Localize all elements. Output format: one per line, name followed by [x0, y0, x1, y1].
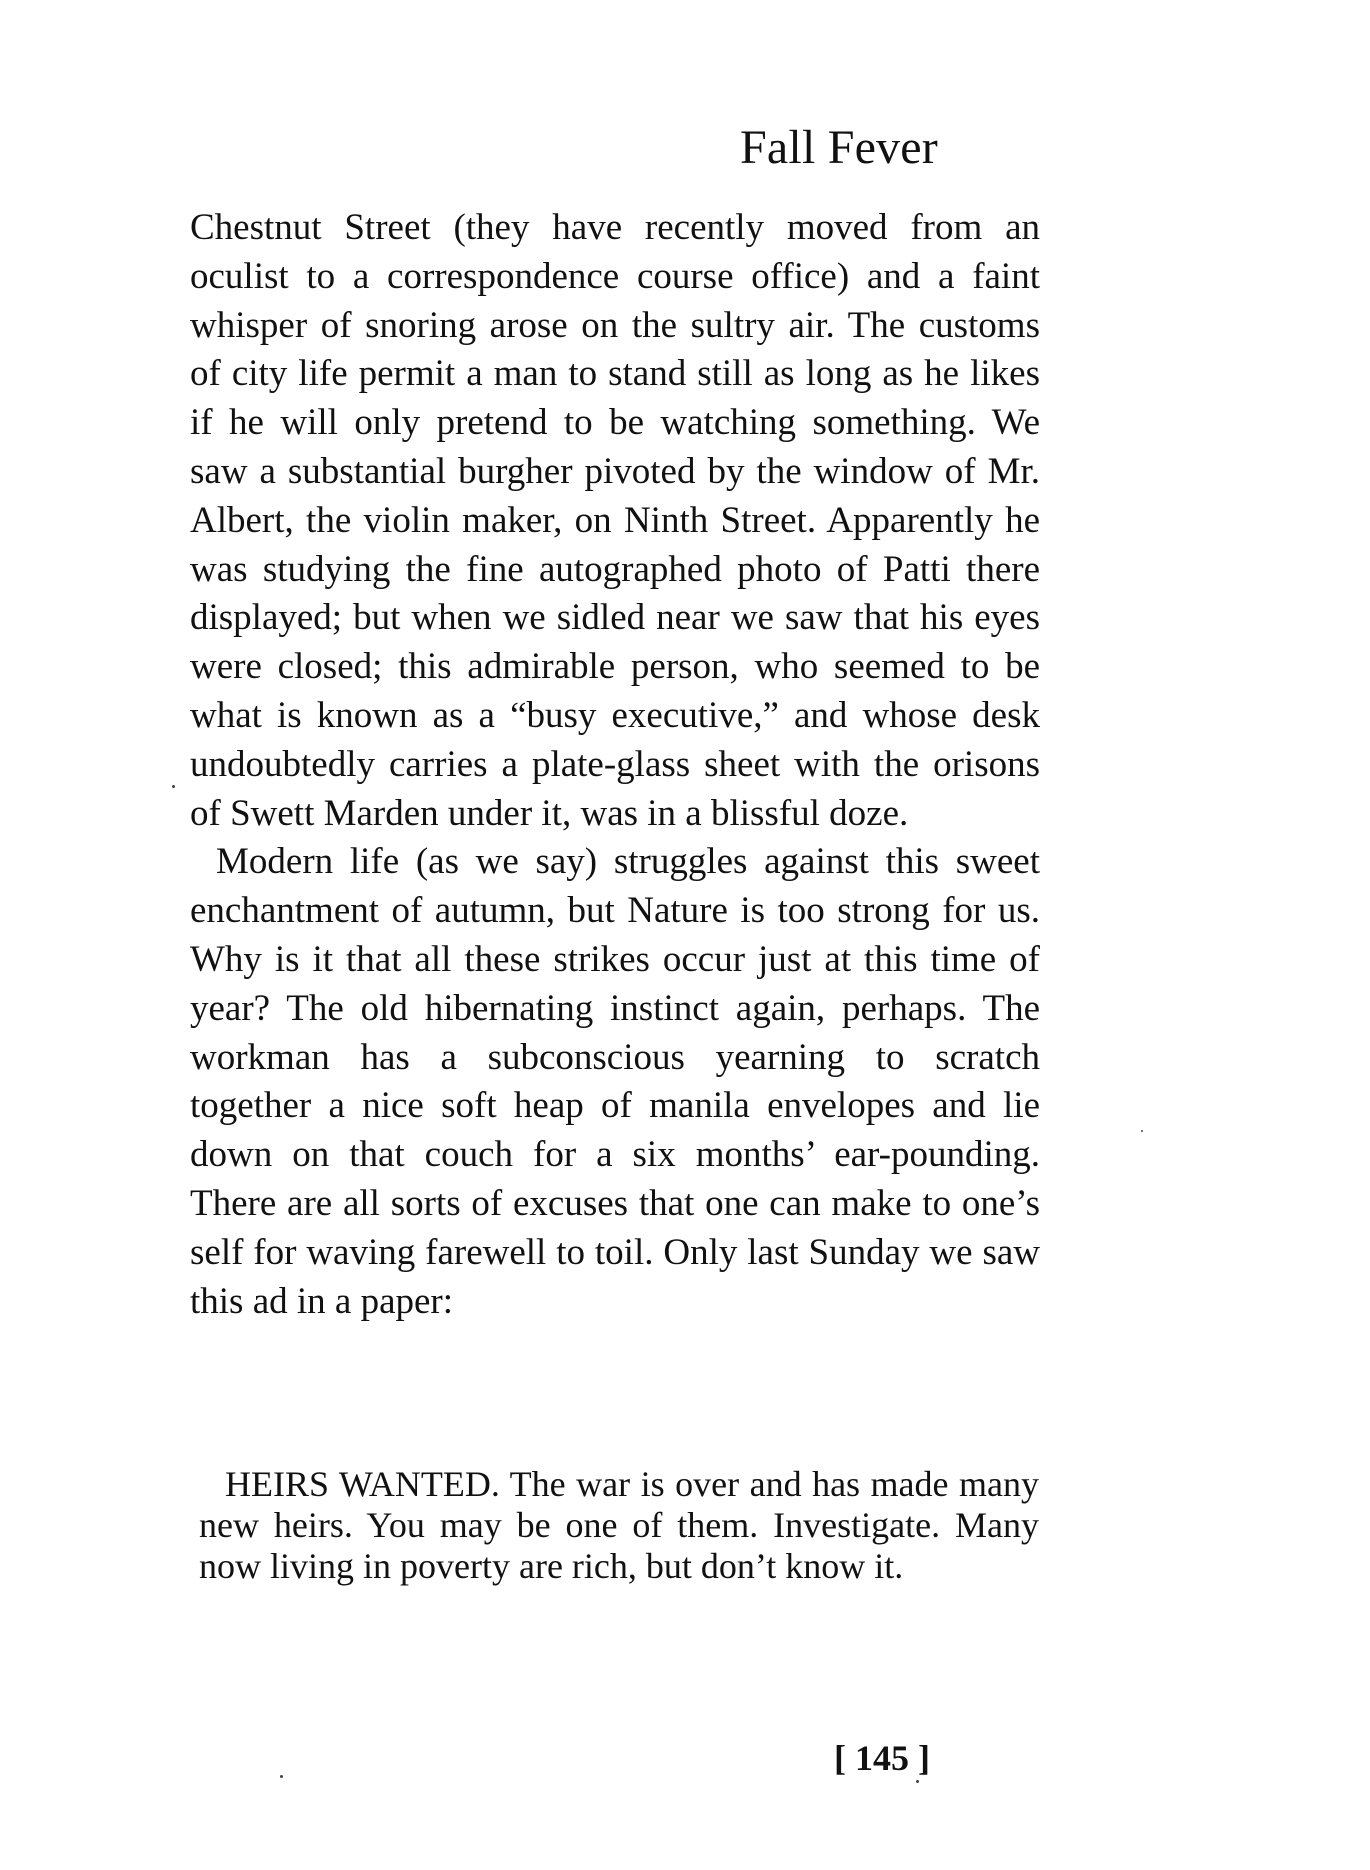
paragraph: Chestnut Street (they have recently moved from an oculist to a correspondence course office) and a faint whisper of snoring arose on the sultry air. The customs of city life permit a man to stand still as long as he likes if he will only pretend to be watching something. We saw a substantial burgher pivoted by the window of Mr. Albert, the violin maker, on Ninth Street. Apparently he was studying the fine autographed photo of Patti there displayed; but when we sidled near we saw that his eyes were closed; this admirable person, who seemed to be what is known as a “busy executive,” and whose desk undoubtedly carries a plate-glass sheet with the orisons of Swett Marden under it, was in a blissful doze.	[190, 207, 1040, 834]
body-text	[190, 204, 1040, 1326]
print-speck	[280, 1775, 283, 1778]
quoted-ad: HEIRS WANTED. The war is over and has made many new heirs. You may be one of them. Investigate. Many now living in poverty are rich, but don’t know it.	[199, 1464, 1039, 1586]
print-speck	[1141, 1130, 1143, 1132]
print-speck	[916, 1780, 919, 1783]
print-speck	[172, 785, 175, 788]
running-head: Fall Fever	[740, 121, 938, 174]
page-number: [ 145 ]	[834, 1738, 930, 1778]
paragraph: Modern life (as we say) struggles against this sweet enchantment of autumn, but Nature is too strong for us. Why is it that all these strikes occur just at this time of year? The old hibernating instinct again, perhaps. The workman has a subconscious yearning to scratch together a nice soft heap of manila envelopes and lie down on that couch for a six months’ ear-pounding. There are all sorts of excuses that one can make to one’s self for waving farewell to toil. Only last Sunday we saw this ad in a paper:	[190, 841, 1040, 1322]
